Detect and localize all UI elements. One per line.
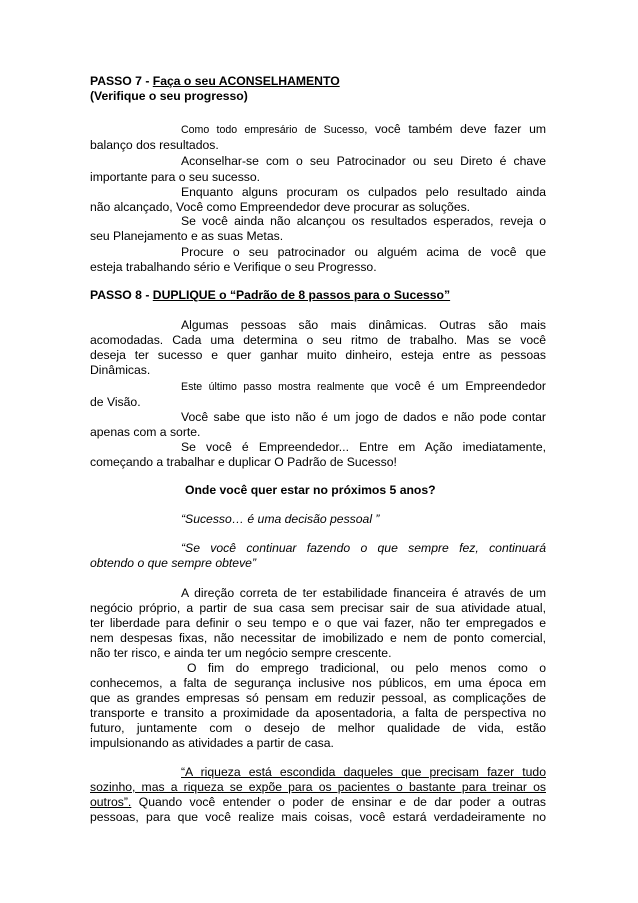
passo7-p3-line2: não alcançado, Você como Empreendedor deve procurar as soluções. <box>90 200 471 214</box>
passo8-p2-line1 <box>181 379 546 394</box>
passo8-p1-line4: Dinâmicas. <box>90 363 151 377</box>
passo7-p2-line1: Aconselhar-se com o seu Patrocinador ou seu Direto é chave <box>181 154 546 168</box>
closing-p2-line3: que as grandes empresas só pensam em reduzir pessoal, as complicações de <box>90 691 546 705</box>
passo7-p4-line2: seu Planejamento e as suas Metas. <box>90 229 284 243</box>
quote2-line2: obtendo o que sempre obteve” <box>90 556 257 570</box>
passo7-p5-line2: esteja trabalhando sério e Verifique o seu Progresso. <box>90 260 377 274</box>
passo7-p1-line1 <box>181 122 546 137</box>
passo8-p2-small: Este último passo mostra realmente que <box>181 381 389 393</box>
passo7-p5-line1: Procure o seu patrocinador ou alguém acima de você que <box>181 245 546 259</box>
closing-p3-line1: “A riqueza está escondida daqueles que precisam fazer tudo <box>181 765 546 779</box>
passo8-p4-line2: começando a trabalhar e duplicar O Padrão de Sucesso! <box>90 455 397 469</box>
closing-p1-line2: negócio próprio, a partir de sua casa sem precisar sair de sua atividade atual, <box>90 601 546 615</box>
passo7-p1-small: Como todo empresário de Sucesso, <box>181 124 368 136</box>
closing-p3-line4: pessoas, para que você realize mais coisas, você estará verdadeiramente no <box>90 810 546 824</box>
closing-p1-line1: A direção correta de ter estabilidade financeira é através de um <box>181 586 546 600</box>
passo8-p3-line1: Você sabe que isto não é um jogo de dados e não pode contar <box>181 410 546 424</box>
closing-p2-line6: impulsionando as atividades a partir de casa. <box>90 736 334 750</box>
closing-p3-rest: Quando você entender o poder de ensinar e de dar poder a outras <box>131 795 546 809</box>
closing-p1-line5: não ter risco, e ainda ter um negócio sempre crescente. <box>90 646 392 660</box>
passo7-p3-line1: Enquanto alguns procuram os culpados pelo resultado ainda <box>181 185 546 199</box>
passo7-p2-line2: importante para o seu sucesso. <box>90 170 261 184</box>
passo8-prefix: PASSO 8 - <box>90 288 153 302</box>
passo8-heading <box>90 288 546 302</box>
passo8-p1-line3: deseja ter sucesso e quer ganhar muito dinheiro, esteja entre as pessoas <box>90 348 546 362</box>
passo7-p4-line1: Se você ainda não alcançou os resultados esperados, reveja o <box>181 214 546 228</box>
passo7-title: Faça o seu ACONSELHAMENTO <box>152 74 340 88</box>
closing-p2-line2: conhecemos, a falta de segurança inclusive nos públicos, em uma época em <box>90 676 546 690</box>
closing-p3-line2: sozinho, mas a riqueza se expõe para os pacientes o bastante para treinar os <box>90 780 546 794</box>
passo8-p4-line1: Se você é Empreendedor... Entre em Ação imediatamente, <box>181 440 546 454</box>
closing-p2-line1: O fim do emprego tradicional, ou pelo menos como o <box>187 661 546 675</box>
passo7-p1-line2: balanço dos resultados. <box>90 138 219 152</box>
passo8-p3-line2: apenas com a sorte. <box>90 425 201 439</box>
closing-p2-line4: transporte e transito a proximidade da aposentadoria, a falta de perspectiva no <box>90 706 546 720</box>
closing-p1-line4: nem despesas fixas, não necessitar de imobilizado e nem de ponto comercial, <box>90 631 546 645</box>
passo8-p2-rest: você é um Empreendedor <box>388 379 546 393</box>
passo8-p2-line2: de Visão. <box>90 395 141 409</box>
passo8-p1-line1: Algumas pessoas são mais dinâmicas. Outras são mais <box>181 318 546 332</box>
passo7-prefix: PASSO 7 - <box>90 74 153 88</box>
quote-success: “Sucesso… é uma decisão pessoal ” <box>181 512 380 526</box>
passo8-p1-line2: acomodadas. Cada uma determina o seu ritmo de trabalho. Mas se você <box>90 333 546 347</box>
quote2-line1: “Se você continuar fazendo o que sempre fez, continuará <box>181 541 546 555</box>
closing-p3-line3 <box>90 795 546 809</box>
passo7-subtitle: (Verifique o seu progresso) <box>90 89 248 103</box>
closing-p1-line3: ter liberdade para definir o seu tempo e o que vai fazer, não ter empregados e <box>90 616 546 630</box>
passo7-p1-rest: você também deve fazer um <box>367 122 546 136</box>
closing-p2-line5: futuro, juntamente com o desejo de melhor qualidade de vida, estão <box>90 721 546 735</box>
closing-p3-underlined: outros”. <box>90 795 132 809</box>
question-heading: Onde você quer estar no próximos 5 anos? <box>185 483 436 497</box>
passo8-title: DUPLIQUE o “Padrão de 8 passos para o Sucesso” <box>152 288 451 302</box>
passo7-heading <box>90 74 546 88</box>
